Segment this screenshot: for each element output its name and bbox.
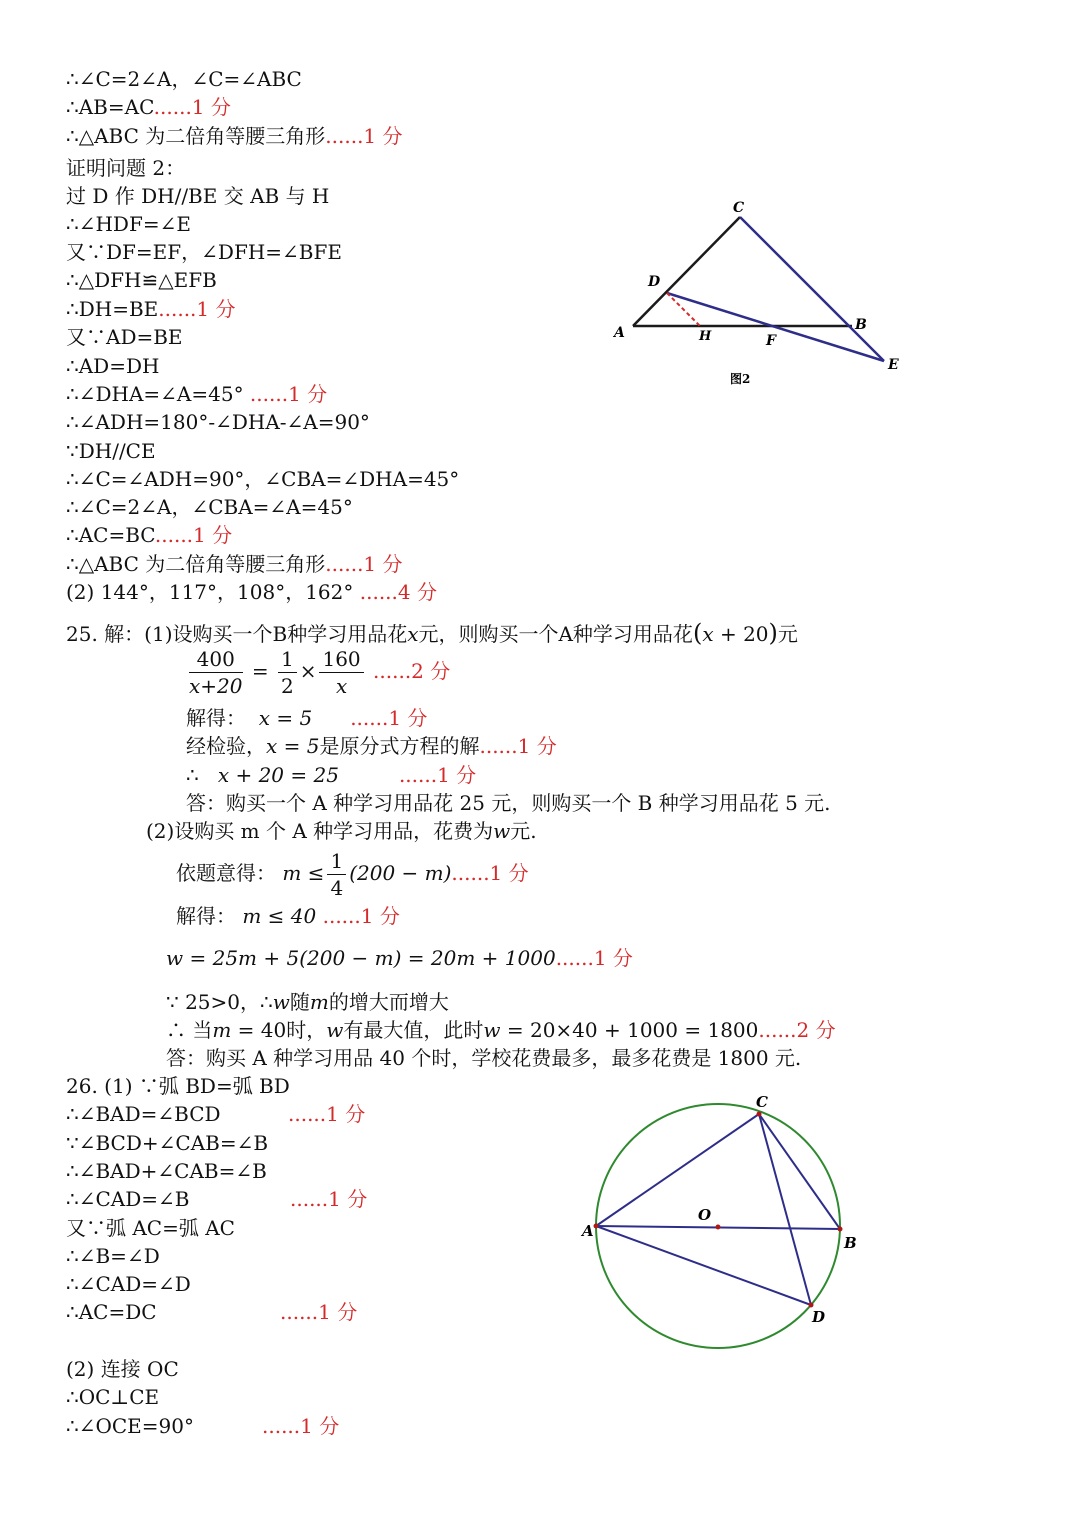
- q26-line: ∴∠CAD=∠D: [66, 1272, 191, 1296]
- proof-line: ∴AD=DH: [66, 354, 160, 378]
- label-D: D: [812, 1308, 826, 1326]
- q26-line: (2) 连接 OC: [66, 1357, 179, 1381]
- q26-line: ∴AC=DC ......1 分: [66, 1300, 358, 1324]
- proof-line: ∴△ABC 为二倍角等腰三角形......1 分: [66, 124, 403, 148]
- segment-AC: [596, 1114, 759, 1226]
- q25-cost-function: w = 25m + 5(200 − m) = 20m + 1000......1 分: [166, 946, 633, 970]
- q26-line: ∴∠BAD=∠BCD ......1 分: [66, 1102, 366, 1126]
- proof-line: ∴△ABC 为二倍角等腰三角形......1 分: [66, 552, 403, 576]
- proof-line: ∴△DFH≌△EFB: [66, 268, 217, 292]
- q25-maximum: ∴ 当m = 40时，w有最大值，此时w = 20×40 + 1000 = 1800......2 分: [166, 1018, 836, 1042]
- q25-inequality: 依题意得： m ≤ $\frac{1}{4}$ (200 − m)......1 分: [176, 849, 529, 900]
- label-C: C: [733, 200, 745, 216]
- point-O: [716, 1225, 721, 1230]
- proof-line: ∴∠ADH=180°-∠DHA-∠A=90°: [66, 410, 370, 434]
- label-D: D: [648, 274, 661, 290]
- proof-line: ∵DH//CE: [66, 439, 156, 463]
- q25-increasing: ∵ 25>0，∴w随m的增大而增大: [166, 990, 449, 1014]
- figure-3-circle: [570, 1085, 870, 1360]
- proof-line: ∴AC=BC......1 分: [66, 523, 233, 547]
- proof-line: ∴∠HDF=∠E: [66, 212, 191, 236]
- proof-line: ∴AB=AC......1 分: [66, 95, 231, 119]
- point-B: [838, 1227, 843, 1232]
- label-A: A: [614, 325, 625, 341]
- proof-line: ∴∠C=2∠A，∠CBA=∠A=45°: [66, 495, 353, 519]
- figure-2-triangle: [600, 190, 920, 400]
- q25-equation-1: $\frac{400}{x+20}$ = $\frac{1}{2}$ × $\frac{160}{x}$ ......2 分: [189, 647, 451, 698]
- q26-line: ∴∠BAD+∠CAB=∠B: [66, 1159, 267, 1183]
- label-O: O: [698, 1206, 712, 1224]
- q25-solve-1: 解得： x = 5 ......1 分: [186, 706, 428, 730]
- label-F: F: [766, 333, 776, 349]
- segment-CD: [759, 1114, 811, 1305]
- proof-line: ∴∠C=2∠A，∠C=∠ABC: [66, 67, 302, 91]
- q25-answer-2: 答：购买 A 种学习用品 40 个时，学校花费最多，最多花费是 1800 元.: [166, 1046, 802, 1070]
- proof-line: ∴∠C=∠ADH=90°，∠CBA=∠DHA=45°: [66, 467, 460, 491]
- q25-intro: 25. 解：(1)设购买一个B种学习用品花x元，则购买一个A种学习用品花(x + 20)元: [66, 619, 798, 647]
- segment-AD: [596, 1226, 811, 1305]
- label-H: H: [699, 329, 712, 344]
- proof-line: 又∵AD=BE: [66, 325, 183, 349]
- point-A: [594, 1224, 599, 1229]
- proof-line: 过 D 作 DH//BE 交 AB 与 H: [66, 184, 330, 208]
- q26-line: ∴∠OCE=90° ......1 分: [66, 1414, 340, 1438]
- proof-line: ∴DH=BE......1 分: [66, 297, 236, 321]
- q25-check: 经检验，x = 5是原分式方程的解......1 分: [186, 734, 557, 758]
- q25-solve-2: 解得： m ≤ 40 ......1 分: [176, 904, 400, 928]
- q25-therefore: ∴ x + 20 = 25 ......1 分: [186, 763, 477, 787]
- q26-line: ∴OC⊥CE: [66, 1385, 160, 1409]
- proof-heading: 证明问题 2：: [66, 156, 186, 180]
- label-B: B: [855, 317, 867, 333]
- q26-line: ∴∠CAD=∠B ......1 分: [66, 1187, 368, 1211]
- point-D: [809, 1303, 814, 1308]
- answer-line: (2) 144°，117°，108°，162° ......4 分: [66, 580, 437, 604]
- q26-line: ∵∠BCD+∠CAB=∠B: [66, 1131, 269, 1155]
- q26-line: ∴∠B=∠D: [66, 1244, 160, 1268]
- point-C: [757, 1112, 762, 1117]
- proof-line: ∴∠DHA=∠A=45° ......1 分: [66, 382, 328, 406]
- label-E: E: [888, 357, 899, 373]
- label-B: B: [844, 1234, 857, 1252]
- q26-line: 又∵弧 AC=弧 AC: [66, 1216, 235, 1240]
- label-C: C: [756, 1093, 768, 1111]
- label-A: A: [582, 1222, 594, 1240]
- q25-part-2: (2)设购买 m 个 A 种学习用品，花费为w元.: [146, 819, 537, 843]
- proof-line: 又∵DF=EF，∠DFH=∠BFE: [66, 240, 342, 264]
- q25-answer-1: 答：购买一个 A 种学习用品花 25 元，则购买一个 B 种学习用品花 5 元.: [186, 791, 831, 815]
- q26-line: 26. (1) ∵弧 BD=弧 BD: [66, 1074, 290, 1098]
- figure-caption: 图2: [730, 372, 751, 386]
